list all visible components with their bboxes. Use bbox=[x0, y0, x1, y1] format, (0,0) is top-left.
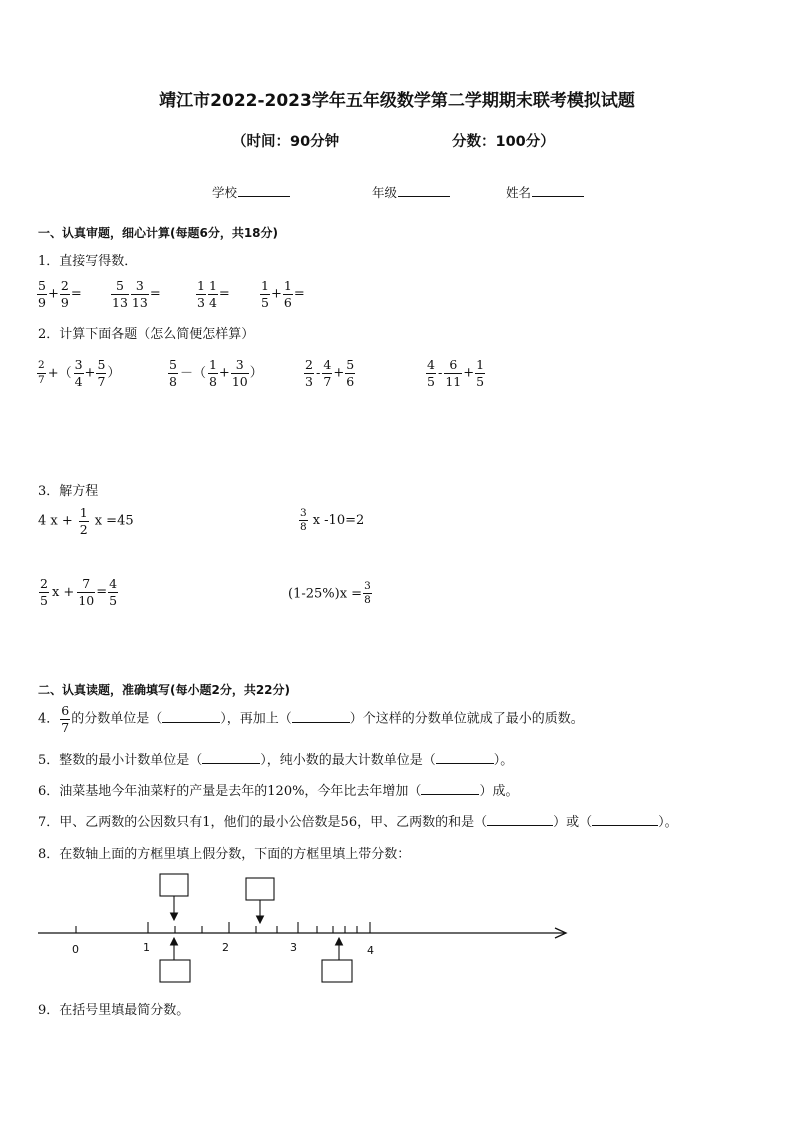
q5-blank-2[interactable] bbox=[436, 763, 494, 764]
tick-label-1: 1 bbox=[143, 941, 150, 954]
q7-blank-2[interactable] bbox=[592, 825, 658, 826]
lower-box-2 bbox=[322, 960, 352, 982]
q2-expr-4: $\frac{4}{5}$ - $\frac{6}{11}$ + $\frac{1}{5}$ bbox=[427, 357, 485, 389]
grade-label: 年级 bbox=[372, 185, 398, 200]
q3-equation-2: $\frac{3}{8}$ x -10=2 bbox=[300, 507, 365, 534]
q6-blank[interactable] bbox=[421, 794, 479, 795]
q4-blank-1[interactable] bbox=[162, 722, 220, 723]
q1-item-1: $\frac{5}{9}$ + $\frac{2}{9}$ = bbox=[38, 278, 82, 310]
q9-label: 9．在括号里填最简分数。 bbox=[38, 1003, 190, 1018]
name-field[interactable] bbox=[506, 183, 584, 201]
q6: 6．油菜基地今年油菜籽的产量是去年的120%，今年比去年增加（ ）成。 bbox=[38, 784, 519, 799]
section2-heading: 二、认真读题，准确填写(每小题2分，共22分) bbox=[38, 683, 291, 697]
q1-item-3: $\frac{1}{3}$ $\frac{1}{4}$ = bbox=[197, 278, 230, 310]
grade-field[interactable] bbox=[372, 183, 450, 201]
number-line-diagram bbox=[0, 860, 794, 990]
q3-equation-4: (1-25%)x = $\frac{3}{8}$ bbox=[288, 580, 371, 607]
exam-time: （时间：90分钟 bbox=[232, 134, 340, 150]
q8-label: 8．在数轴上面的方框里填上假分数，下面的方框里填上带分数： bbox=[38, 847, 411, 862]
name-blank[interactable] bbox=[532, 196, 584, 197]
school-label: 学校 bbox=[212, 185, 238, 200]
q1-item-4: $\frac{1}{5}$ + $\frac{1}{6}$ = bbox=[261, 278, 305, 310]
grade-blank[interactable] bbox=[398, 196, 450, 197]
q2-expr-1: $\frac{2}{7}$ +（ $\frac{3}{4}$ + $\frac{5}{7}$ ） bbox=[38, 357, 121, 389]
lower-box-1 bbox=[160, 960, 190, 982]
q3-equation-1: 4 x + $\frac{1}{2}$ x =45 bbox=[38, 505, 134, 537]
exam-score: 分数：100分） bbox=[452, 134, 555, 150]
tick-label-2: 2 bbox=[222, 941, 229, 954]
q4-blank-2[interactable] bbox=[292, 722, 350, 723]
tick-label-3: 3 bbox=[290, 941, 297, 954]
upper-box-2 bbox=[246, 878, 274, 900]
number-line-ticks bbox=[76, 922, 370, 933]
q4: 4． $\frac{6}{7}$ 的分数单位是（ ），再加上（ ）个这样的分数单位就成了最小的质数。 bbox=[38, 703, 584, 735]
q1-item-2: $\frac{5}{13}$ $\frac{3}{13}$ = bbox=[112, 278, 161, 310]
q7-blank-1[interactable] bbox=[487, 825, 553, 826]
section1-heading: 一、认真审题，细心计算(每题6分，共18分) bbox=[38, 226, 279, 240]
q3-equation-3: $\frac{2}{5}$ x + $\frac{7}{10}$ = $\frac{4}{5}$ bbox=[40, 576, 118, 608]
page-title: 靖江市2022-2023学年五年级数学第二学期期末联考模拟试题 bbox=[159, 91, 635, 111]
name-label: 姓名 bbox=[506, 185, 532, 200]
tick-label-0: 0 bbox=[72, 943, 79, 956]
upper-box-1 bbox=[160, 874, 188, 896]
q5: 5．整数的最小计数单位是（ ），纯小数的最大计数单位是（ ）。 bbox=[38, 753, 514, 768]
q1-label: 1．直接写得数． bbox=[38, 254, 138, 269]
q2-expr-2: $\frac{5}{8}$ －（ $\frac{1}{8}$ + $\frac{3}{10}$ ） bbox=[169, 357, 263, 389]
q2-expr-3: $\frac{2}{3}$ - $\frac{4}{7}$ + $\frac{5}{6}$ bbox=[305, 357, 355, 389]
school-field[interactable] bbox=[212, 183, 290, 201]
tick-label-4: 4 bbox=[367, 944, 374, 957]
q7: 7．甲、乙两数的公因数只有1，他们的最小公倍数是56，甲、乙两数的和是（ ）或（ ）。 bbox=[38, 815, 678, 830]
q3-label: 3．解方程 bbox=[38, 484, 99, 499]
q2-label: 2．计算下面各题（怎么简便怎样算） bbox=[38, 327, 255, 342]
q5-blank-1[interactable] bbox=[202, 763, 260, 764]
school-blank[interactable] bbox=[238, 196, 290, 197]
